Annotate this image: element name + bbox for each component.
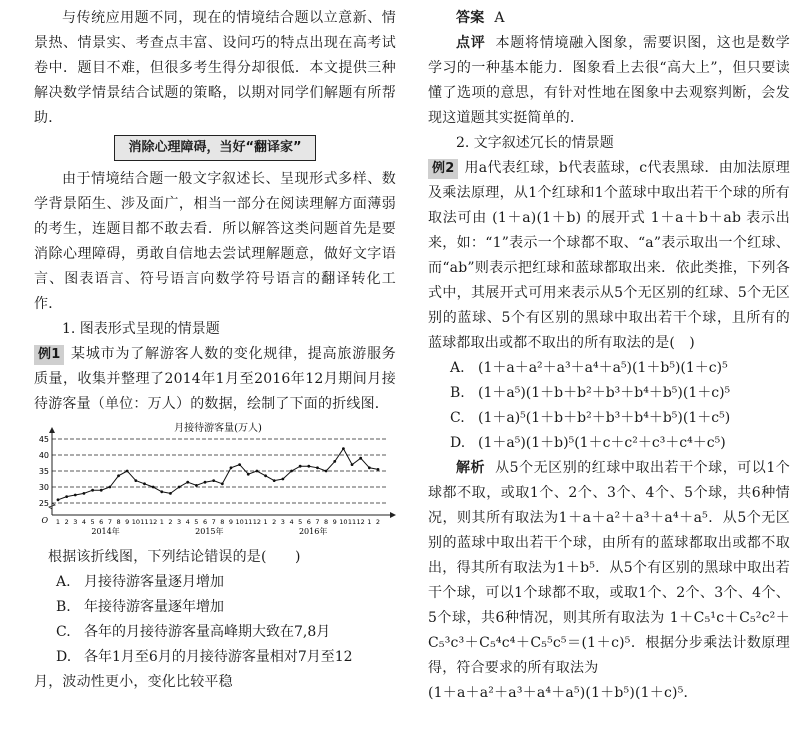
series-line bbox=[58, 449, 378, 500]
data-point bbox=[108, 486, 111, 489]
example-1-options bbox=[34, 570, 396, 695]
ex2-option-a bbox=[428, 356, 790, 381]
ex2-option-d bbox=[428, 431, 790, 456]
x-tick-label: 2 bbox=[375, 518, 381, 526]
data-point bbox=[169, 492, 172, 495]
x-tick-label: 12 bbox=[252, 518, 262, 526]
data-point bbox=[281, 478, 284, 481]
answer-value: A bbox=[494, 10, 505, 26]
x-tick-label: 12 bbox=[356, 518, 365, 526]
data-point bbox=[325, 470, 328, 473]
data-point bbox=[230, 466, 233, 469]
option-d-text: 各年1月至6月的月接待游客量相对7月至12 bbox=[84, 649, 353, 665]
x-tick-label: 4 bbox=[185, 518, 190, 526]
x-tick-label: 5 bbox=[298, 518, 303, 526]
x-tick-label: 5 bbox=[194, 518, 199, 526]
y-tick-label: 40 bbox=[38, 451, 49, 460]
data-point bbox=[316, 466, 319, 469]
data-point bbox=[91, 489, 94, 492]
x-tick-label: 11 bbox=[244, 518, 253, 526]
x-tick-label: 10 bbox=[131, 518, 140, 526]
x-tick-label: 8 bbox=[220, 518, 225, 526]
data-point bbox=[134, 479, 137, 482]
ex2-option-b bbox=[428, 381, 790, 406]
ex2-option-b-text: (1＋a⁵)(1＋b＋b²＋b³＋b⁴＋b⁵)(1＋c)⁵ bbox=[478, 385, 731, 401]
data-point bbox=[117, 474, 120, 477]
answer-label: 答案 bbox=[456, 10, 485, 26]
x-tick-label: 3 bbox=[73, 518, 78, 526]
comment-paragraph bbox=[428, 31, 790, 131]
example-2-tag: 例2 bbox=[428, 159, 458, 179]
y-tick-label: 25 bbox=[38, 499, 49, 508]
ex2-option-c-key: C. bbox=[450, 410, 465, 426]
option-a-text: 月接待游客量逐月增加 bbox=[84, 574, 224, 590]
answer-line bbox=[428, 6, 790, 31]
left-column bbox=[34, 6, 396, 695]
data-point bbox=[74, 494, 77, 497]
option-b-text: 年接待游客量逐年增加 bbox=[84, 599, 224, 615]
x-tick-label: 7 bbox=[211, 518, 216, 526]
x-axis-arrow bbox=[390, 512, 396, 518]
data-point bbox=[212, 479, 215, 482]
option-b-key: B. bbox=[56, 599, 71, 615]
ex2-option-d-key: D. bbox=[450, 435, 466, 451]
x-tick-label: 4 bbox=[81, 518, 87, 526]
data-point bbox=[359, 457, 362, 460]
chart-title: 月接待游客量(万人) bbox=[174, 423, 262, 434]
x-tick-label: 2 bbox=[272, 518, 277, 526]
data-point bbox=[57, 498, 60, 501]
x-tick-label: 1 bbox=[55, 518, 61, 526]
ex2-option-a-text: (1＋a＋a²＋a³＋a⁴＋a⁵)(1＋b⁵)(1＋c)⁵ bbox=[478, 360, 728, 376]
analysis-paragraph bbox=[428, 456, 790, 681]
x-tick-label: 12 bbox=[148, 518, 158, 526]
section-heading: 消除心理障碍，当好“翻译家” bbox=[114, 135, 316, 161]
data-point bbox=[152, 486, 155, 489]
ex2-option-b-key: B. bbox=[450, 385, 465, 401]
comment-text: 本题将情境融入图象，需要识图，这也是数学学习的一种基本能力．图象看上去很“高大上”，但只要读懂了选项的意思，有针对性地在图象中去观察判断，会发现这道题其实挺简单的． bbox=[428, 35, 791, 126]
intro-paragraph: 与传统应用题不同，现在的情境结合题以立意新、情景热、情景实、考查点丰富、设问巧的特点出现在高考试卷中．题目不难，但很多考生得分却很低．本文提供三种解决数学情景结合试题的策略，以期对同学们解题有所帮助． bbox=[34, 10, 396, 126]
option-b bbox=[34, 595, 396, 620]
right-column bbox=[428, 6, 790, 706]
analysis-final: (1＋a＋a²＋a³＋a⁴＋a⁵)(1＋b⁵)(1＋c)⁵． bbox=[428, 685, 698, 701]
origin-label: O bbox=[41, 516, 48, 525]
data-point bbox=[204, 481, 207, 484]
option-c-text: 各年的月接待游客量高峰期大致在7,8月 bbox=[84, 624, 331, 640]
data-point bbox=[256, 470, 259, 473]
option-a-key: A. bbox=[56, 574, 71, 590]
example-1-text: 某城市为了解游客人数的变化规律，提高旅游服务质量，收集并整理了2014年1月至2016年12月期间月接待游客量（单位：万人）的数据，绘制了下面的折线图． bbox=[34, 346, 396, 412]
ex2-option-c-text: (1＋a)⁵(1＋b＋b²＋b³＋b⁴＋b⁵)(1＋c⁵) bbox=[478, 410, 731, 426]
x-tick-label: 7 bbox=[107, 518, 112, 526]
data-point bbox=[377, 468, 380, 471]
y-tick-label: 30 bbox=[38, 483, 49, 492]
comment-label: 点评 bbox=[456, 35, 486, 51]
x-tick-label: 10 bbox=[235, 518, 244, 526]
x-tick-label: 9 bbox=[125, 518, 130, 526]
x-tick-label: 2 bbox=[168, 518, 173, 526]
example-1-question: 根据该折线图，下列结论错误的是( ) bbox=[48, 549, 301, 565]
option-a bbox=[34, 570, 396, 595]
option-d-key: D. bbox=[56, 649, 72, 665]
ex2-option-d-text: (1＋a⁵)(1＋b)⁵(1＋c＋c²＋c³＋c⁴＋c⁵) bbox=[478, 435, 726, 451]
data-point bbox=[273, 479, 276, 482]
data-point bbox=[195, 484, 198, 487]
option-d-continued: 月，波动性更小，变化比较平稳 bbox=[34, 674, 233, 690]
data-point bbox=[264, 474, 267, 477]
data-point bbox=[126, 470, 129, 473]
x-tick-label: 9 bbox=[228, 518, 234, 526]
x-tick-label: 2 bbox=[64, 518, 69, 526]
x-tick-label: 3 bbox=[280, 518, 285, 526]
data-point bbox=[83, 492, 86, 495]
x-tick-label: 11 bbox=[140, 518, 149, 526]
data-point bbox=[290, 470, 293, 473]
data-point bbox=[307, 465, 310, 468]
y-tick-label: 35 bbox=[38, 467, 49, 476]
data-point bbox=[299, 465, 302, 468]
subsection-1-title: 1. 图表形式呈现的情景题 bbox=[62, 321, 220, 337]
data-point bbox=[221, 482, 224, 485]
x-tick-label: 3 bbox=[177, 518, 182, 526]
x-tick-label: 7 bbox=[315, 518, 320, 526]
line-chart bbox=[34, 419, 396, 545]
data-point bbox=[143, 482, 146, 485]
year-label: 2014年 bbox=[91, 527, 120, 536]
data-point bbox=[333, 460, 336, 463]
data-point bbox=[178, 486, 181, 489]
ex2-option-a-key: A. bbox=[450, 360, 465, 376]
y-axis-arrow bbox=[49, 427, 55, 433]
option-d bbox=[34, 645, 396, 670]
x-tick-label: 11 bbox=[347, 518, 357, 526]
x-tick-label: 6 bbox=[99, 518, 104, 526]
data-point bbox=[100, 489, 103, 492]
data-point bbox=[186, 481, 189, 484]
example-1 bbox=[34, 342, 396, 417]
x-tick-label: 5 bbox=[90, 518, 95, 526]
year-label: 2015年 bbox=[195, 527, 224, 536]
data-point bbox=[160, 490, 163, 493]
x-tick-label: 8 bbox=[324, 518, 329, 526]
data-point bbox=[65, 495, 68, 498]
x-tick-label: 1 bbox=[159, 518, 164, 526]
analysis-text: 从5个无区别的红球中取出若干个球，可以1个球都不取，或取1个、2个、3个、4个、5个球，共6种情况，则其所有取法为1＋a＋a²＋a³＋a⁴＋a⁵．从5个无区别的蓝球中取出若干个球，由所有的蓝球都取出或都不取出，得其所有取法为1＋b⁵．从5个有区别的黑球中取出若干个球，可以1个球都不取，或取1个、2个、3个、4个、5个球，共6种情况，则其所有取法为 1＋C₅¹c＋C₅²c²＋C₅³c³＋C₅⁴c⁴＋C₅⁵c⁵＝(1＋c)⁵．根据分步乘法计数原理得，符合要求的所有取法为 bbox=[428, 460, 790, 676]
example-2-text: 用a代表红球，b代表蓝球，c代表黑球．由加法原理及乘法原理，从1个红球和1个蓝球中取出若干个球的所有取法可由 (1＋a)(1＋b) 的展开式 1＋a＋b＋ab 表示出来，如：“1”表示一个球都不取、“a”表示取出一个红球、而“ab”则表示把红球和蓝球都取出来．依此类推，下列各式中，其展开式可用来表示从5个无区别的红球、5个无区别的蓝球、5个有区别的黑球中取出若干个球，且所有的蓝球都取出或都不取出的所有取法的是( ) bbox=[428, 160, 790, 351]
option-c bbox=[34, 620, 396, 645]
x-tick-label: 10 bbox=[339, 518, 348, 526]
analysis-label: 解析 bbox=[456, 460, 486, 476]
x-tick-label: 1 bbox=[263, 518, 268, 526]
section-paragraph: 由于情境结合题一般文字叙述长、呈现形式多样、数学背景陌生、涉及面广，相当一部分在阅读理解方面薄弱的考生，连题目都不敢去看．所以解答这类问题首先是要消除心理障碍，勇敢自信地去尝试理解题意，做好文字语言、图表语言、符号语言向数学符号语言的翻译转化工作． bbox=[34, 171, 396, 312]
x-tick-label: 6 bbox=[202, 518, 208, 526]
subsection-2-title: 2. 文字叙述冗长的情景题 bbox=[456, 135, 614, 151]
option-c-key: C. bbox=[56, 624, 71, 640]
data-point bbox=[368, 466, 371, 469]
x-tick-label: 4 bbox=[289, 518, 294, 526]
data-point bbox=[351, 463, 354, 466]
y-tick-label: 45 bbox=[38, 435, 49, 444]
example-2-options bbox=[428, 356, 790, 456]
year-label: 2016年 bbox=[298, 527, 328, 536]
example-1-tag: 例1 bbox=[34, 345, 64, 365]
data-point bbox=[238, 463, 241, 466]
example-2 bbox=[428, 156, 790, 356]
x-tick-label: 6 bbox=[306, 518, 311, 526]
x-tick-label: 8 bbox=[116, 518, 121, 526]
x-tick-label: 9 bbox=[332, 518, 337, 526]
x-tick-label: 1 bbox=[367, 518, 372, 526]
ex2-option-c bbox=[428, 406, 790, 431]
data-point bbox=[247, 473, 250, 476]
data-point bbox=[342, 447, 345, 450]
